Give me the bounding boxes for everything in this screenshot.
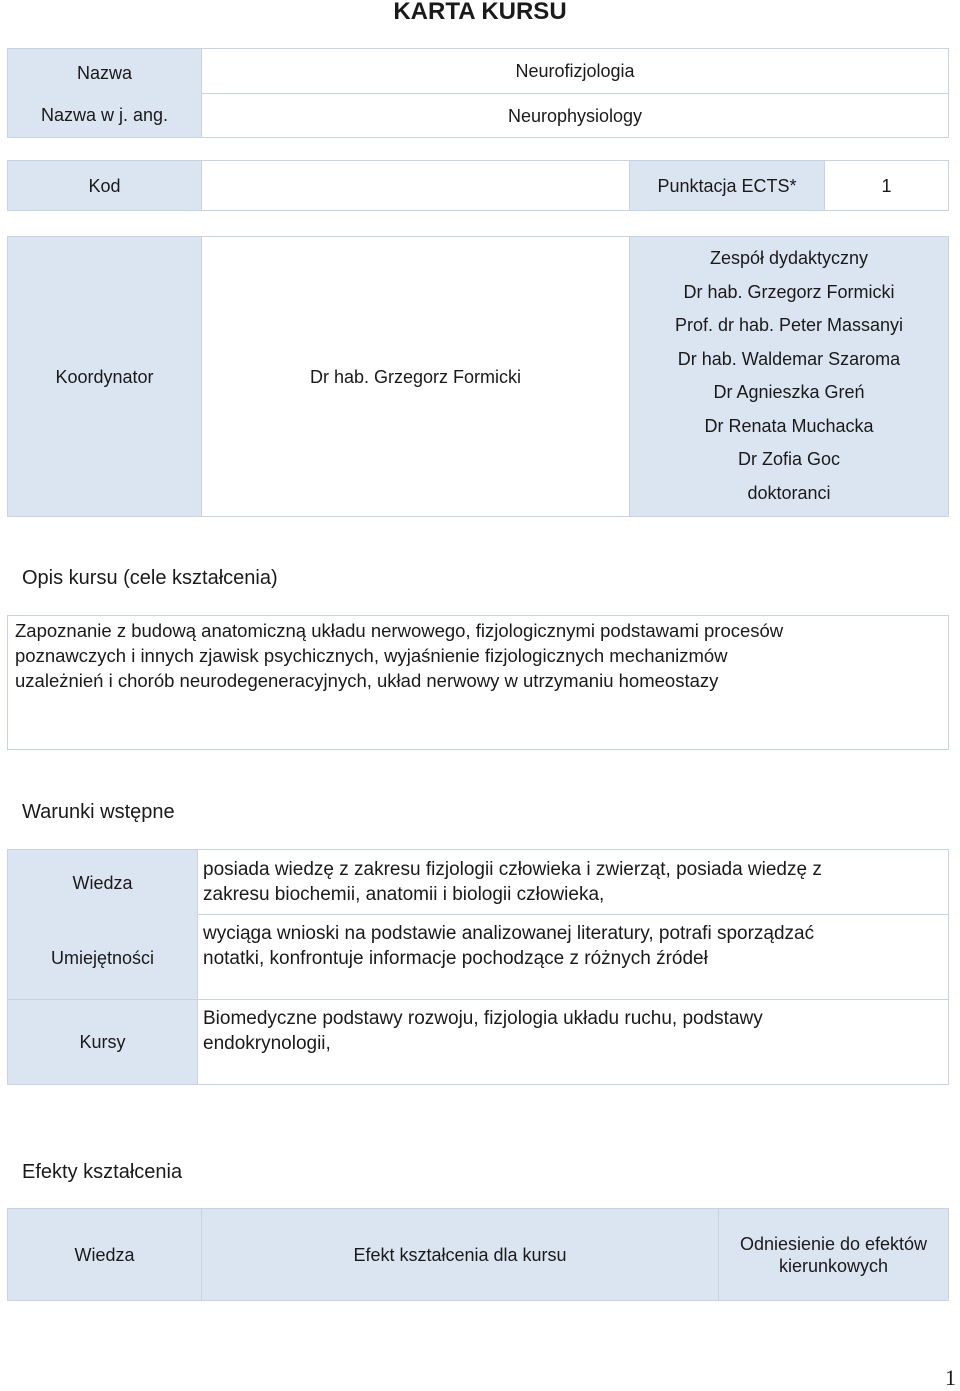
course-description-box [7,615,949,750]
coordinator-value: Dr hab. Grzegorz Formicki [202,237,629,516]
course-description-line: Zapoznanie z budową anatomiczną układu nerwowego, fizjologicznymi podstawami procesów [15,620,784,641]
skills-value [203,921,943,971]
prerequisites-table [7,849,949,1085]
outcomes-col-reference-line: kierunkowych [778,1255,889,1276]
course-description-line: uzależnień i chorób neurodegeneracyjnych, układ nerwowy w utrzymaniu homeostazy [15,670,719,691]
knowledge-line: zakresu biochemii, anatomii i biologii człowieka, [203,884,605,905]
page-title: KARTA KURSU [393,0,567,25]
name-label: Nazwa [8,49,201,137]
outcomes-col-effect: Efekt kształcenia dla kursu [202,1209,718,1300]
learning-outcomes-table [7,1208,949,1301]
courses-line: endokrynologii, [203,1033,331,1054]
code-label: Kod [8,161,201,210]
page-number: 1 [945,1365,956,1390]
team-member: Prof. dr hab. Peter Massanyi [674,315,904,335]
name-en-label: Nazwa w j. ang. [40,105,169,125]
code-table [7,160,949,211]
outcomes-col-knowledge: Wiedza [8,1209,201,1300]
knowledge-line: posiada wiedzę z zakresu fizjologii człowieka i zwierząt, posiada wiedzę z [203,859,822,880]
team-member: Dr Agnieszka Greń [713,382,865,402]
team-member: Dr Renata Muchacka [704,415,874,436]
name-value: Neurofizjologia [202,49,948,93]
name-table [7,48,949,138]
skills-line: wyciąga wnioski na podstawie analizowanej literatury, potrafi sporządzać [203,923,815,944]
learning-outcomes-heading: Efekty kształcenia [22,1161,183,1183]
courses-value [203,1006,943,1056]
outcomes-col-reference-line: Odniesienie do efektów [739,1233,928,1254]
coordinator-table [7,236,949,517]
course-description-heading: Opis kursu (cele kształcenia) [22,567,278,589]
courses-line: Biomedyczne podstawy rozwoju, fizjologia układu ruchu, podstawy [203,1008,763,1029]
knowledge-label: Wiedza [72,872,133,893]
ects-label: Punktacja ECTS* [630,161,824,210]
course-description-line: poznawczych i innych zjawisk psychicznych, wyjaśnienie fizjologicznych mechanizmów [15,645,728,666]
team-label: Zespół dydaktyczny [709,248,869,268]
team-member: Dr hab. Grzegorz Formicki [683,281,895,302]
knowledge-value [203,857,943,907]
team-member: Dr hab. Waldemar Szaroma [677,348,901,369]
outcomes-col-reference [719,1209,948,1300]
courses-label: Kursy [79,1032,126,1052]
team-member: doktoranci [747,482,831,503]
teaching-team [630,237,948,516]
skills-label: Umiejętności [50,948,155,968]
prerequisites-heading: Warunki wstępne [22,801,175,823]
coordinator-label: Koordynator [8,237,201,516]
skills-line: notatki, konfrontuje informacje pochodzące z różnych źródeł [203,948,708,969]
ects-value: 1 [825,161,948,210]
code-value [202,161,629,210]
name-en-value: Neurophysiology [202,94,948,137]
team-member: Dr Zofia Goc [737,449,841,469]
